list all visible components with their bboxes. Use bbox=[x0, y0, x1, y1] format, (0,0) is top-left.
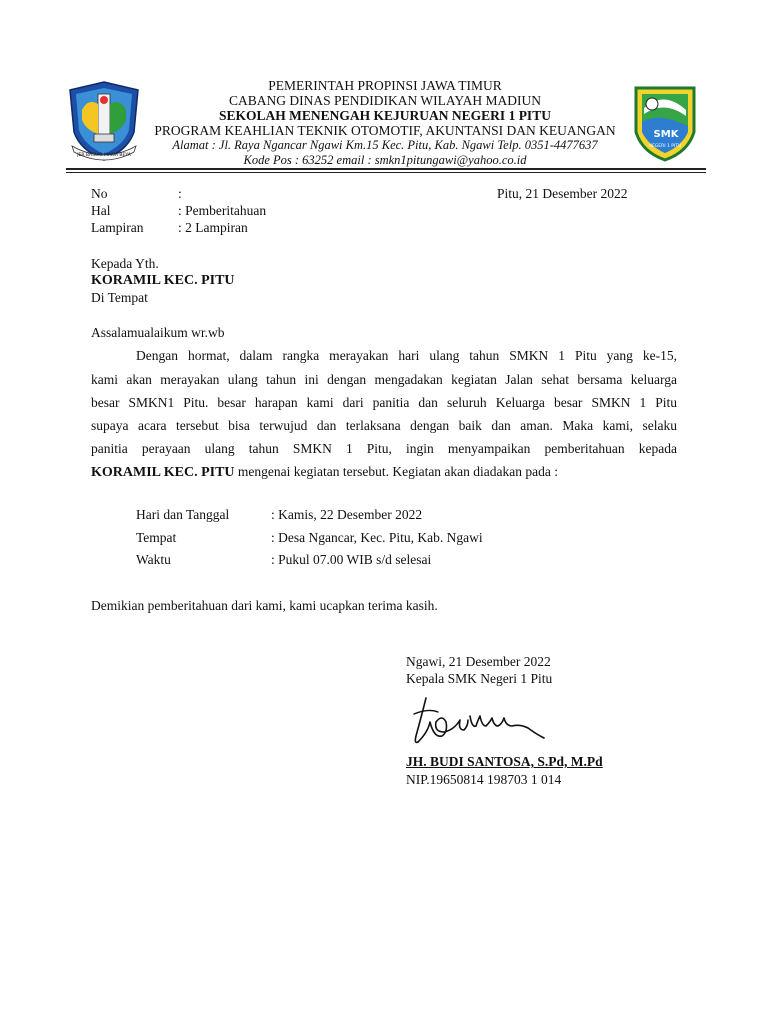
event-time-label: Waktu bbox=[136, 552, 171, 567]
signature-place-date: Ngawi, 21 Desember 2022 bbox=[406, 654, 551, 669]
event-place-value: : Desa Ngancar, Kec. Pitu, Kab. Ngawi bbox=[271, 530, 483, 545]
lampiran-label: Lampiran bbox=[91, 220, 144, 235]
letterhead-line-province: PEMERINTAH PROPINSI JAWA TIMUR bbox=[268, 78, 502, 93]
paragraph-line-1: Dengan hormat, dalam rangka merayakan hari ulang tahun SMKN 1 Pitu yang ke-15, bbox=[136, 348, 677, 363]
letterhead-rule-thin bbox=[66, 172, 706, 173]
letterhead-rule-thick bbox=[66, 168, 706, 170]
emblem-caption: NEGERI 1 PITU bbox=[648, 144, 682, 149]
lampiran-value: : 2 Lampiran bbox=[178, 220, 248, 235]
letterhead-line-program: PROGRAM KEAHLIAN TEKNIK OTOMOTIF, AKUNTANSI DAN KEUANGAN bbox=[154, 123, 616, 138]
letterhead-line-address: Alamat : Jl. Raya Ngancar Ngawi Km.15 Kec. Pitu, Kab. Ngawi Telp. 0351-4477637 bbox=[172, 138, 598, 152]
closing-sentence: Demikian pemberitahuan dari kami, kami ucapkan terima kasih. bbox=[91, 598, 438, 613]
province-crest-logo bbox=[68, 80, 140, 164]
emblem-text: SMK bbox=[653, 129, 679, 140]
greeting: Assalamualaikum wr.wb bbox=[91, 325, 225, 340]
event-day-label: Hari dan Tanggal bbox=[136, 507, 230, 522]
event-place-label: Tempat bbox=[136, 530, 177, 545]
paragraph-line-4: supaya acara tersebut bisa terwujud dan terlaksana dengan baik dan aman. Maka kami, selaku bbox=[91, 418, 677, 433]
letterhead-line-contact: Kode Pos : 63252 email : smkn1pitungawi@yahoo.co.id bbox=[243, 153, 527, 167]
paragraph-line-6-rest: mengenai kegiatan tersebut. Kegiatan akan diadakan pada : bbox=[234, 464, 559, 479]
paragraph-line-6 bbox=[91, 464, 558, 481]
paragraph-line-3: besar SMKN1 Pitu. besar harapan kami dari panitia dan seluruh Keluarga besar SMKN 1 Pitu bbox=[91, 395, 677, 410]
hal-label: Hal bbox=[91, 203, 111, 218]
hal-value: : Pemberitahuan bbox=[178, 203, 267, 218]
letter-place-date: Pitu, 21 Desember 2022 bbox=[497, 186, 628, 201]
recipient-name: KORAMIL KEC. PITU bbox=[91, 273, 235, 288]
crest-caption: JER BASUKI MAWA BEYA bbox=[77, 153, 131, 158]
event-day-value: : Kamis, 22 Desember 2022 bbox=[271, 507, 423, 522]
recipient-place: Di Tempat bbox=[91, 290, 148, 305]
signatory-name: JH. BUDI SANTOSA, S.Pd, M.Pd bbox=[406, 754, 603, 769]
event-time-value: : Pukul 07.00 WIB s/d selesai bbox=[271, 552, 432, 567]
paragraph-line-2: kami akan merayakan ulang tahun ini dengan mengadakan kegiatan Jalan sehat bersama keluarga bbox=[91, 372, 677, 387]
recipient-salutation: Kepada Yth. bbox=[91, 256, 159, 271]
paragraph-line-5: panitia perayaan ulang tahun SMKN 1 Pitu, ingin menyampaikan pemberitahuan kepada bbox=[91, 441, 677, 456]
signatory-nip: NIP.19650814 198703 1 014 bbox=[406, 772, 562, 787]
paragraph-recipient-bold: KORAMIL KEC. PITU bbox=[91, 465, 235, 480]
letterhead-line-school: SEKOLAH MENENGAH KEJURUAN NEGERI 1 PITU bbox=[219, 108, 551, 123]
handwritten-signature bbox=[408, 692, 558, 756]
no-label: No bbox=[91, 186, 108, 201]
letterhead-line-agency: CABANG DINAS PENDIDIKAN WILAYAH MADIUN bbox=[229, 93, 541, 108]
school-emblem-logo bbox=[628, 82, 702, 162]
no-separator: : bbox=[178, 186, 182, 201]
signature-title: Kepala SMK Negeri 1 Pitu bbox=[406, 671, 553, 686]
